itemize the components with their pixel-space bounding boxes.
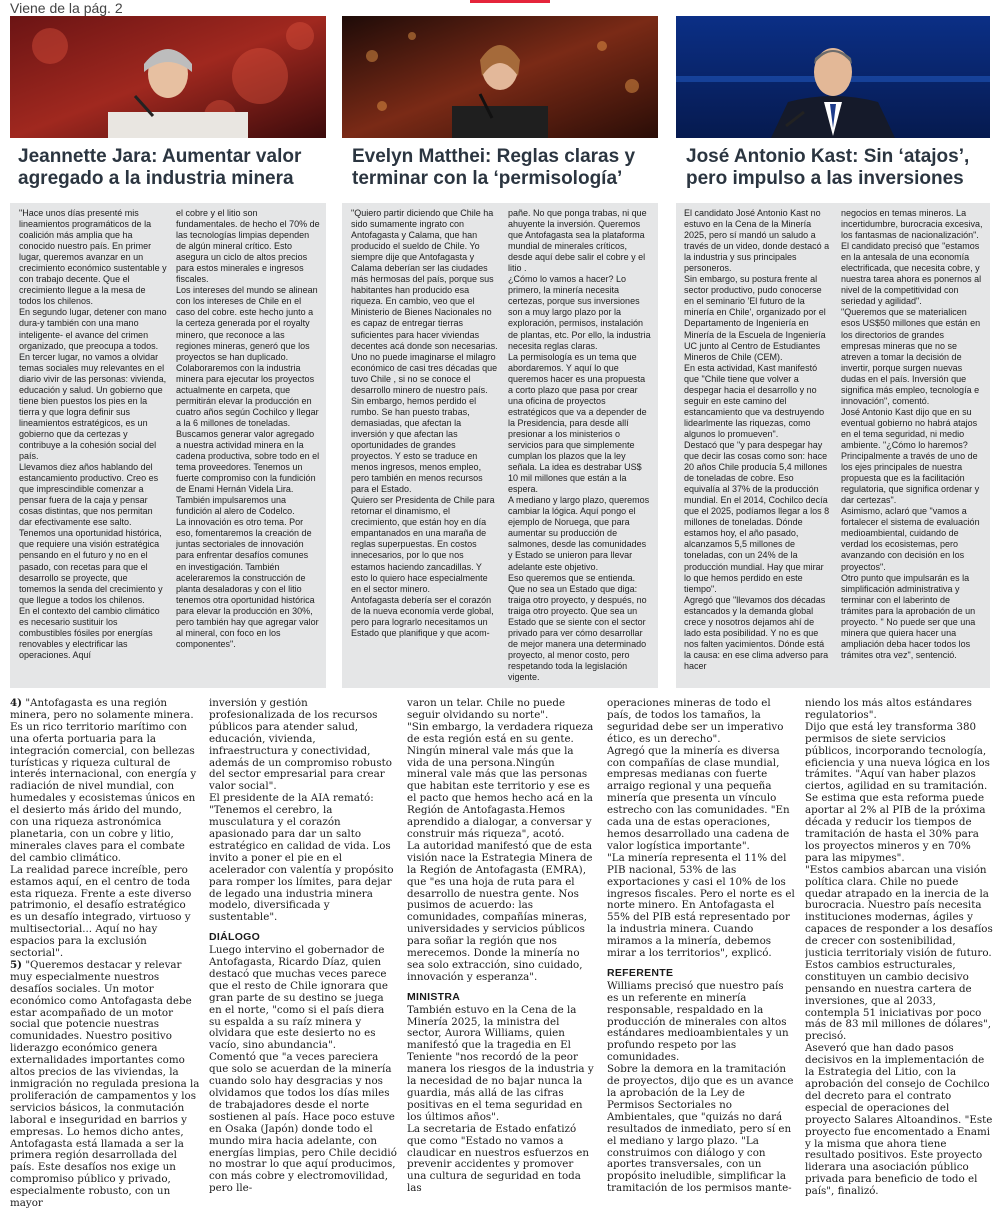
paragraph: Colaboraremos con la industria minera para ejecutar los proyectos actualmente en carpeta, que permitirán elevar la producción en cuatro años según Cochilco y llegar a la 6 millones de toneladas.: [176, 362, 319, 428]
paragraph: Uno no puede imaginarse el milagro económico de casi tres décadas que tuvo Chile , si no se conoce el desarrollo minero de nuestro país.: [351, 351, 498, 395]
article-matthei-col1: [351, 208, 499, 686]
paragraph: negocios en temas mineros. La incertidumbre, burocracia excesiva, los fantasmas de nacionalización".: [841, 208, 983, 241]
paragraph: Buscamos generar valor agregado a nuestra actividad minera en la cadena productiva, sobre todo en el tema proveedores. Tenemos un fuerte compromiso con la fundición de Enami Hernán Videla Lira. También impulsaremos una fundición al alero de Codelco.: [176, 428, 320, 517]
paragraph: [10, 960, 200, 1210]
paragraph: "La minería representa el 11% del PIB nacional, 53% de las exportaciones y casi el 10% de los ingresos fiscales. Pero el norte es el norte minero. En Antofagasta el 55% del PIB está representado por la industria minera. Cuando miramos a la minería, debemos mirar a los territorios", explicó.: [607, 851, 795, 960]
paragraph: Llevamos diez años hablando del estancamiento productivo. Creo es que imprescindible comenzar a pensar fuera de la caja y pensar cosas distintas, que nos permitan dar efectivamente ese salto.: [19, 462, 159, 528]
paragraph: La innovación es otro tema. Por eso, fomentaremos la creación de juntas sectoriales de innovación para enfrentar desafíos comunes en investigación. También aceleraremos la construcción de planta desaladoras y con el litio tenemos otra oportunidad histórica para elevar la producción en 30%, pero también hay que agregar valor al mineral, con foco en los componentes".: [176, 517, 319, 649]
paragraph: Destacó que "y para despegar hay que decir las cosas como son: hace 20 años Chile producía 5,4 millones de toneladas de cobre. Eso equivalía al 37% de la producción mundial. En el 2014, Cochilco decía que el 2025, podíamos llegar a los 8 millones de toneladas. Dónde estamos hoy, el año pasado, alcanzamos 5,5 millones de toneladas, con un 24% de la producción mundial. Hay que mirar lo que hemos perdido en este tiempo".: [684, 439, 830, 594]
headline-jara-line1: Jeannette Jara: Aumentar valor: [18, 146, 302, 167]
paragraph: "Quiero partir diciendo que Chile ha sido sumamente ingrato con Antofagasta y Calama, que han producido el sueldo de Chile. Yo siempre dije que Antofagasta y Calama deberían ser las ciudades más hermosas del país, porque sus habitantes han producido esa riqueza. En cambio, veo que el Ministerio de Bienes Nacionales no es capaz de entregar tierras suficientes para hacer viviendas decentes acá donde son necesarias.: [351, 208, 498, 351]
paragraph: "Estos cambios abarcan una visión política clara. Chile no puede quedar atrapado en la inercia de la burocracia. Nuestro país necesita instituciones modernas, ágiles y capaces de responder a los desafíos de crecer con sostenibilidad, justicia territorialy visión de futuro. Estos cambios estructurales, constituyen un cambio decisivo pensando en nuestra cartera de inversiones, que al 2033, contempla 51 iniciativas por poco más de 83 mil millones de dólares", precisó.: [805, 863, 993, 1043]
article-jara-col1: [19, 208, 167, 686]
paragraph: ¿Cómo lo vamos a hacer? Lo primero, la minería necesita certezas, porque sus inversiones son a muy largo plazo por la exploración, permisos, instalación de plantas, etc. Por ello, la industria necesita reglas claras.: [508, 274, 651, 351]
paragraph: En esta actividad, Kast manifestó que "Chile tiene que volver a despegar hacia el desarrollo y no seguir en este camino del estancamiento que va destruyendo lidearlmente las riquezas, como algunos lo promueven".: [684, 362, 825, 439]
paragraph: Sobre la demora en la tramitación de proyectos, dijo que es un avance la aprobación de la Ley de Permisos Sectoriales no Ambientales, que "quizás no dará resultados de inmediato, pero sí en el mediano y largo plazo. "La construimos con diálogo y con aportes transversales, con un propósito ineludible, simplificar la tramitación de los permisos mante-: [607, 1063, 794, 1195]
photo-jeannette-jara: [10, 16, 326, 138]
paragraph: "Hace unos días presenté mis lineamientos programáticos de la coalición más amplia que ha conocido nuestro país. En primer lugar, queremos avanzar en un crecimiento económico sustentable y con trabajo decente. Que el crecimiento llegue a la mesa de todos los chilenos.: [19, 208, 167, 307]
paragraph: Williams precisó que nuestro país es un referente en minería responsable, respaldado en la producción de minerales con altos estándares medioambientales y un profundo respeto por las comunidades.: [607, 979, 789, 1064]
paragraph: En el contexto del cambio climático es necesario sustituir los combustibles fósiles por energías renovables y electrificar las operaciones. Aquí: [19, 605, 160, 660]
list-number: 4): [10, 698, 23, 709]
paragraph: el cobre y el litio son fundamentales. de hecho el 70% de las tecnologías limpias dependen de algún mineral crítico. Esto asegura un ciclo de altos precios para estos minerales e ingresos fiscales.: [176, 208, 320, 285]
body-col3: [407, 698, 595, 1215]
headline-jara: [18, 146, 328, 190]
paragraph: niendo los más altos estándares regulatorios".: [805, 698, 972, 721]
paragraph: varon un telar. Chile no puede seguir olvidando su norte".: [407, 698, 566, 721]
paragraph: Antofagasta debería ser el corazón de la nueva economía verde global, pero para lograrlo necesitamos un Estado que planifique y que acom-: [351, 594, 494, 638]
body-col5: [805, 698, 993, 1215]
headline-matthei-line1: Evelyn Matthei: Reglas claras y: [352, 146, 636, 167]
headline-kast-line1: José Antonio Kast: Sin ‘atajos’,: [686, 146, 970, 167]
paragraph: La secretaria de Estado enfatizó que como "Estado no vamos a claudicar en nuestros esfuerzos en prevenir accidentes y promover una cultura de seguridad en toda las: [407, 1122, 590, 1195]
paragraph: [10, 865, 200, 960]
paragraph: inversión y gestión profesionalizada de los recursos públicos para atender salud, educación, vivienda, infraestructura y conectividad, además de un compromiso robusto del sector empresarial para crear valor social".: [209, 698, 393, 793]
article-jara-col2: [176, 208, 320, 686]
paragraph: Aseveró que han dado pasos decisivos en la implementación de la Estrategia del Litio, con la aprobación del consejo de Cochilco del decreto para el contrato especial de operaciones del proyecto Salares Altoandinos. "Este proyecto fue encomentado a Enami y la misma que ahora tiene resultado positivos. Este proyecto liderara una asociación público privada para beneficio de todo el país", finalizó.: [805, 1042, 993, 1198]
paragraph: Los intereses del mundo se alinean con los intereses de Chile en el caso del cobre. este hecho junto a la certeza generada por el royalty minero, que reconoce a las regiones mineras, generó que los proyectos se han duplicado.: [176, 285, 318, 362]
paragraph-text: "Antofagasta es una región minera, pero no solamente minera. Es un rico territorio marítimo con una oferta portuaria para la integración comercial, con bellezas turísticas y riqueza cultural de interés internacional, con energía y radiación de nivel mundial, con humedales y ecosistemas únicos en el desierto más árido del mundo, con una riqueza astronómica planetaria, con un cobre y litio, minerales claves para el combate del cambio climático.: [10, 698, 197, 864]
paragraph: "Sin embargo, la verdadera riqueza de esta región está en su gente. Ningún mineral vale más que la vida de una persona.Ningún mineral vale más que las personas que habitan este territorio y ese es el pacto que hemos hecho acá en la Región de Antofagasta.Hemos aprendido a dialogar, a conversar y construir más riqueza", acotó.: [407, 720, 594, 840]
paragraph: Dijo que está ley transforma 380 permisos de siete servicios públicos, incorporando tecnología, eficiencia y una nueva lógica en los trámites. "Aquí van haber plazos ciertos, agilidad en su tramitación. Se estima que esta reforma puede aportar al 2% al PIB de la próxima década y reducir los tiempos de tramitación de hasta el 30% para los proyectos mineros y en 70% para las mipymes".: [805, 720, 990, 864]
paragraph: "Queremos que se materialicen esos US$50 millones que están en los directorios de grandes empresas mineras que no se atreven a tomar la decisión de invertir, porque surgen nuevas dudas en el país. Inversión que significa más empleo, tecnología e innovación", comentó.: [841, 307, 981, 406]
paragraph: Sin embargo, hemos perdido el rumbo. Se han puesto trabas, demasiadas, que afectan la inversión y que afectan las oportunidades de grandes proyectos. Y esto se traduce en menos ingresos, menos empleo, pero también en menos recursos para el Estado.: [351, 395, 483, 495]
paragraph: El candidato José Antonio Kast no estuvo en la Cena de la Minería 2025, pero sí mandó un saludo a través de un video, donde destacó a la industria y sus principales personeros.: [684, 208, 830, 274]
paragraph: Asimismo, aclaró que "vamos a fortalecer el sistema de evaluación medioambiental, cuidando de verdad los ecosistemas, pero avanzando con decisión en los proyectos".: [841, 506, 980, 572]
paragraph: operaciones mineras de todo el país, de todos los tamaños, la seguridad debe ser un imperativo ético, es un derecho".: [607, 698, 784, 745]
paragraph: Luego intervino el gobernador de Antofagasta, Ricardo Díaz, quien destacó que muchas veces parece que el resto de Chile ignorara que gran parte de su destino se juega en el norte, "como si el país diera su espalda a su raíz minera y olvidara que este desierto no es vacío, sino abundancia".: [209, 944, 389, 1052]
paragraph: Agregó que "llevamos dos décadas estancados y la demanda global crece y nosotros dejamos ahí de lado esta posibilidad. Y no es que nos falten yacimientos. Dónde está la causa: en ese clima adverso para hacer: [684, 594, 829, 671]
photo-evelyn-matthei: [342, 16, 658, 138]
paragraph-text: La realidad parece increíble, pero estamos aquí, en el centro de toda esta riqueza. Frente a este diverso patrimonio, el desafío estratégico es un desafío integrado, virtuoso y multisectorial... Aquí no hay espacios para la exclusión sectorial".: [10, 863, 192, 960]
section-heading-referente: REFERENTE: [607, 966, 674, 979]
paragraph: pañe. No que ponga trabas, ni que ahuyente la inversión. Queremos que Antofagasta sea la plataforma mundial de minerales críticos, desde aquí debe salir el cobre y el litio .: [508, 208, 647, 274]
accent-bar: [470, 0, 550, 3]
body-col2: [209, 698, 397, 1215]
paragraph: En segundo lugar, detener con mano dura-y también con una mano inteligente- el avance del crimen organizado, que preocupa a todos.: [19, 307, 167, 351]
headline-kast: [686, 146, 996, 190]
headline-kast-line2: pero impulso a las inversiones: [686, 168, 964, 189]
body-col4: [607, 698, 795, 1215]
paragraph: Tenemos una oportunidad histórica, que requiere una visión estratégica pensando en el futuro y no en el pasado, con recetas para que el desarrollo se proyecte, que tomemos la senda del crecimiento y que llegue a todos los chilenos.: [19, 528, 163, 605]
paragraph: A mediano y largo plazo, queremos cambiar la lógica. Aquí pongo el ejemplo de Noruega, que para aumentar su producción de salmones, desde las comunidades y Estado se unieron para llevar adelante este objetivo.: [508, 495, 650, 572]
paragraph: Agregó que la minería es diversa con compañías de clase mundial, empresas medianas con fuerte arraigo regional y una pequeña minería que presenta un vínculo estrecho con las comunidades. "En cada una de estas operaciones, hemos desarrollado una cadena de valor logística importante".: [607, 744, 790, 852]
paragraph: El candidato precisó que "estamos en la antesala de una economía electrificada, que necesita cobre, y nuestra tarea ahora es ponernos al nivel de la competitividad con seriedad y agilidad".: [841, 241, 982, 307]
photo-jose-antonio-kast: [676, 16, 990, 138]
headline-matthei: [352, 146, 662, 190]
paragraph: Quiero ser Presidenta de Chile para retornar el dinamismo, el crecimiento, que están hoy en día empantanados en una maraña de reglas superpuestas. En costos innecesarios, por lo que nos estamos haciendo zancadillas. Y esto lo quiero hace especialmente en el sector minero.: [351, 495, 495, 594]
article-matthei-col2: [508, 208, 652, 686]
paragraph: En tercer lugar, no vamos a olvidar temas sociales muy relevantes en el diario vivir de las personas: vivienda, educación y salud. Un gobierno que tiene bien puestos los pies en la tierra y que logra definir sus lineamientos estratégicos, es un gobierno que da certezas y contribuye a la cohesión social del país.: [19, 351, 167, 462]
paragraph: Eso queremos que se entienda. Que no sea un Estado que diga: traiga otro proyecto, y después, no traiga otro proyecto. Que sea un Estado que se siente con el sector privado para ver cómo desarrollar de mejor manera una determinado proyecto, al menor costo, pero respetando toda la legislación vigente.: [508, 572, 647, 682]
paragraph: Otro punto que impulsarán es la simplificación administrativa y terminar con el laberinto de trámites para la aprobación de un proyecto. " No puede ser que una minera que quiera hacer una ampliación deba hacer todos los trámites otra vez", sentenció.: [841, 572, 976, 660]
paragraph: El presidente de la AIA remató: "Tenemos el cerebro, la musculatura y el corazón apasionado para dar un salto estratégico en calidad de vida. Los invito a poner el pie en el acelerador con valentía y propósito para romper los límites, para dejar de legado una industria minera modelo, diversificada y sustentable".: [209, 792, 394, 924]
paragraph: También estuvo en la Cena de la Minería 2025, la ministra del sector, Aurora Williams, quien manifestó que la tragedia en El Teniente "nos recordó de la peor manera los riesgos de la industria y la necesidad de no bajar nunca la guardia, más allá de las cifras positivas en el tema seguridad en los últimos años".: [407, 1003, 594, 1123]
paragraph-text: "Queremos destacar y relevar muy especialmente nuestros desafíos sociales. Un motor económico como Antofagasta debe estar acompañado de un motor social que potencie nuestras comunidades. Nuestro positivo liderazgo económico genera externalidades importantes como altos precios de las viviendas, la inmigración no regulada presiona la proliferación de campamentos y los servicios básicos, la conmutación laboral e inseguridad en barrios y empresas. Lo hemos dicho antes, Antofagasta está llamada a ser la primera región desarrollada del país. Este desafíos nos exige un compromiso público y privado, especialmente robusto, con un mayor: [10, 958, 200, 1210]
paragraph: La permisología es un tema que abordaremos. Y aquí lo que queremos hacer es una propuesta a corto plazo que pasa por crear una oficina de proyectos estratégicos que va a depender de la Presidencia, para desde allí presionar a los ministerios o servicios para que simplemente cumplan los plazos que la ley señala. La idea es destrabar US$ 10 mil millones que están a la espera.: [508, 351, 647, 495]
article-panel-kast: [676, 203, 990, 688]
paragraph: Comentó que "a veces pareciera que solo se acuerdan de la minería cuando solo hay desgracias y nos olvidamos que todos los días miles de trabajadores desde el norte sostienen al país. Hace poco estuve en Osaka (Japón) donde todo el mundo mira hacia adelante, con energías limpias, pero Chile decidió no mostrar lo que aquí producimos, con más cobre y electromovilidad, pero lle-: [209, 1051, 397, 1195]
section-heading-ministra: MINISTRA: [407, 990, 461, 1003]
headline-jara-line2: agregado a la industria minera: [18, 168, 294, 189]
continuation-kicker: Viene de la pág. 2: [10, 0, 123, 16]
article-panel-jara: [10, 203, 326, 688]
list-number: 5): [10, 958, 23, 971]
headline-matthei-line2: terminar con la ‘permisología’: [352, 168, 623, 189]
paragraph: [10, 698, 200, 865]
paragraph: Sin embargo, su postura frente al sector productivo, pudo conocerse en el seminario 'El futuro de la minería en Chile', organizado por el Departamento de Ingeniería en Minería de la Escuela de Ingeniería UC junto al Centro de Estudiantes Mineros de Chile (CEM).: [684, 274, 826, 362]
article-kast-col1: [684, 208, 832, 686]
paragraph: La autoridad manifestó que de esta visión nace la Estrategia Minera de la Región de Antofagasta (EMRA), que "es una hoja de ruta para el desarrollo de nuestra gente. Nos pusimos de acuerdo: las comunidades, compañías mineras, universidades y servicios públicos para soñar la región que nos merecemos. Donde la minería no sea solo extracción, sino cuidado, innovación y esperanza".: [407, 839, 593, 983]
article-kast-col2: [841, 208, 984, 686]
body-col1: [10, 698, 200, 1215]
paragraph: José Antonio Kast dijo que en su eventual gobierno no habrá atajos en el tema seguridad, ni medio ambiente. "¿Cómo lo haremos? Principalmente a través de uno de los ejes principales de nuestra propuesta que es la facilitación regulatoria, que significa ordenar y dar certezas".: [841, 406, 980, 506]
article-panel-matthei: [342, 203, 658, 688]
section-heading-dialogo: DIÁLOGO: [209, 931, 261, 944]
